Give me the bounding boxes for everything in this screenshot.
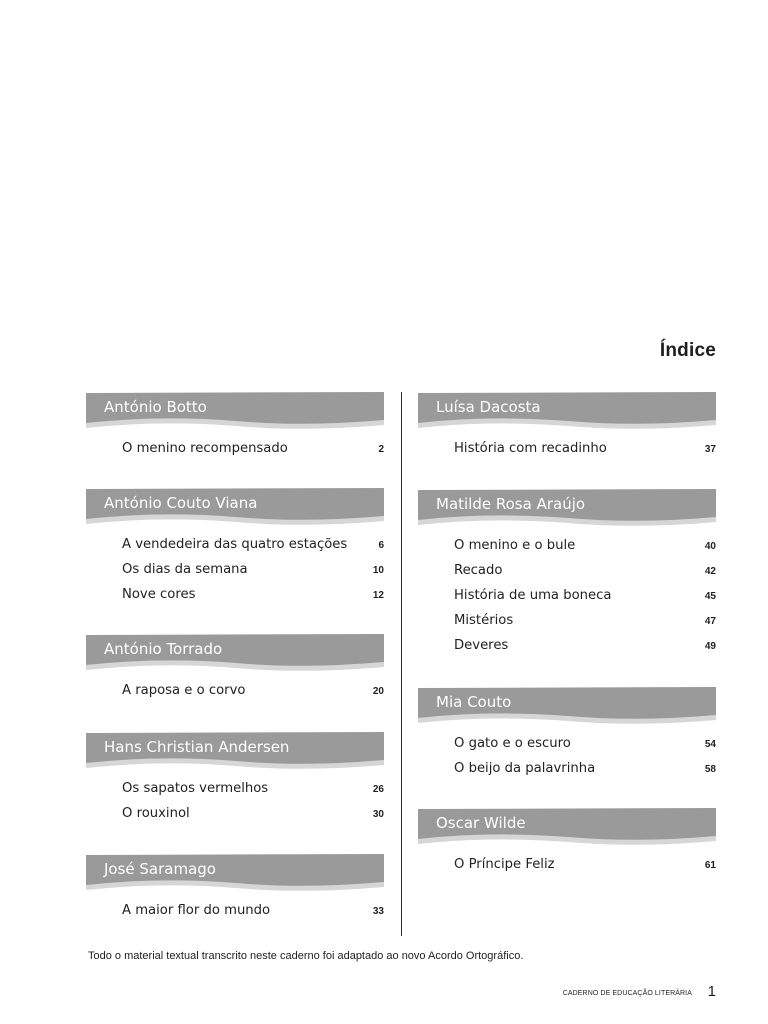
works-list (86, 898, 384, 923)
work-entry[interactable] (418, 608, 716, 633)
page-number: 1 (707, 983, 716, 1000)
work-title: O menino e o bule (454, 538, 576, 553)
work-page-number: 6 (378, 540, 384, 551)
work-title: O Príncipe Feliz (454, 857, 555, 872)
works-list (86, 532, 384, 607)
author-section (86, 488, 384, 607)
work-page-number: 2 (378, 444, 384, 455)
work-title: História com recadinho (454, 441, 607, 456)
author-section (418, 687, 716, 781)
author-banner (418, 392, 716, 432)
author-section (86, 392, 384, 461)
author-banner (86, 392, 384, 432)
works-list (418, 852, 716, 877)
work-title: Os sapatos vermelhos (122, 781, 269, 796)
work-entry[interactable] (418, 731, 716, 756)
work-page-number: 20 (372, 686, 384, 697)
author-name: Matilde Rosa Araújo (436, 495, 586, 513)
work-title: O rouxinol (122, 806, 190, 821)
author-section (418, 808, 716, 877)
work-entry[interactable] (418, 633, 716, 658)
work-entry[interactable] (86, 678, 384, 703)
author-banner (86, 732, 384, 772)
works-list (86, 776, 384, 826)
work-title: O beijo da palavrinha (454, 761, 596, 776)
work-title: Nove cores (122, 587, 196, 602)
author-section (86, 634, 384, 703)
work-entry[interactable] (86, 582, 384, 607)
works-list (418, 436, 716, 461)
author-name: Hans Christian Andersen (104, 738, 290, 756)
work-title: Mistérios (454, 613, 514, 628)
work-page-number: 45 (704, 591, 716, 602)
work-entry[interactable] (418, 756, 716, 781)
work-title: A raposa e o corvo (122, 683, 246, 698)
work-title: História de uma boneca (454, 588, 612, 603)
work-entry[interactable] (86, 776, 384, 801)
author-banner (418, 808, 716, 848)
work-title: O gato e o escuro (454, 736, 571, 751)
work-entry[interactable] (418, 436, 716, 461)
works-list (86, 678, 384, 703)
author-banner (418, 687, 716, 727)
work-title: O menino recompensado (122, 441, 288, 456)
author-banner (86, 854, 384, 894)
author-section (418, 489, 716, 658)
author-name: António Torrado (104, 640, 223, 658)
work-page-number: 37 (704, 444, 716, 455)
author-banner (86, 634, 384, 674)
works-list (418, 731, 716, 781)
work-page-number: 58 (704, 764, 716, 775)
author-name: Luísa Dacosta (436, 398, 541, 416)
work-page-number: 40 (704, 541, 716, 552)
work-entry[interactable] (418, 558, 716, 583)
column-divider (401, 392, 402, 936)
author-name: António Botto (104, 398, 207, 416)
author-section (86, 854, 384, 923)
work-page-number: 30 (372, 809, 384, 820)
author-name: Oscar Wilde (436, 814, 526, 832)
work-page-number: 47 (704, 616, 716, 627)
work-title: A maior flor do mundo (122, 903, 271, 918)
page-title: Índice (659, 340, 716, 361)
work-title: Recado (454, 563, 503, 578)
works-list (418, 533, 716, 658)
author-banner (86, 488, 384, 528)
work-page-number: 42 (704, 566, 716, 577)
work-page-number: 12 (372, 590, 384, 601)
work-page-number: 61 (704, 860, 716, 871)
author-section (418, 392, 716, 461)
author-name: António Couto Viana (104, 494, 258, 512)
work-entry[interactable] (86, 532, 384, 557)
work-entry[interactable] (86, 898, 384, 923)
work-title: Os dias da semana (122, 562, 248, 577)
orthography-note: Todo o material textual transcrito neste caderno foi adaptado ao novo Acordo Ortográfico. (88, 950, 524, 962)
work-title: Deveres (454, 638, 509, 653)
work-entry[interactable] (418, 533, 716, 558)
work-page-number: 54 (704, 739, 716, 750)
work-entry[interactable] (418, 852, 716, 877)
work-entry[interactable] (86, 801, 384, 826)
author-name: José Saramago (104, 860, 216, 878)
author-section (86, 732, 384, 826)
work-entry[interactable] (86, 436, 384, 461)
works-list (86, 436, 384, 461)
footer-label: CADERNO DE EDUCAÇÃO LITERÁRIA (562, 990, 692, 997)
author-name: Mia Couto (436, 693, 512, 711)
work-entry[interactable] (418, 583, 716, 608)
work-page-number: 33 (372, 906, 384, 917)
author-banner (418, 489, 716, 529)
work-title: A vendedeira das quatro estações (122, 537, 348, 552)
work-page-number: 26 (372, 784, 384, 795)
work-page-number: 10 (372, 565, 384, 576)
work-page-number: 49 (704, 641, 716, 652)
work-entry[interactable] (86, 557, 384, 582)
